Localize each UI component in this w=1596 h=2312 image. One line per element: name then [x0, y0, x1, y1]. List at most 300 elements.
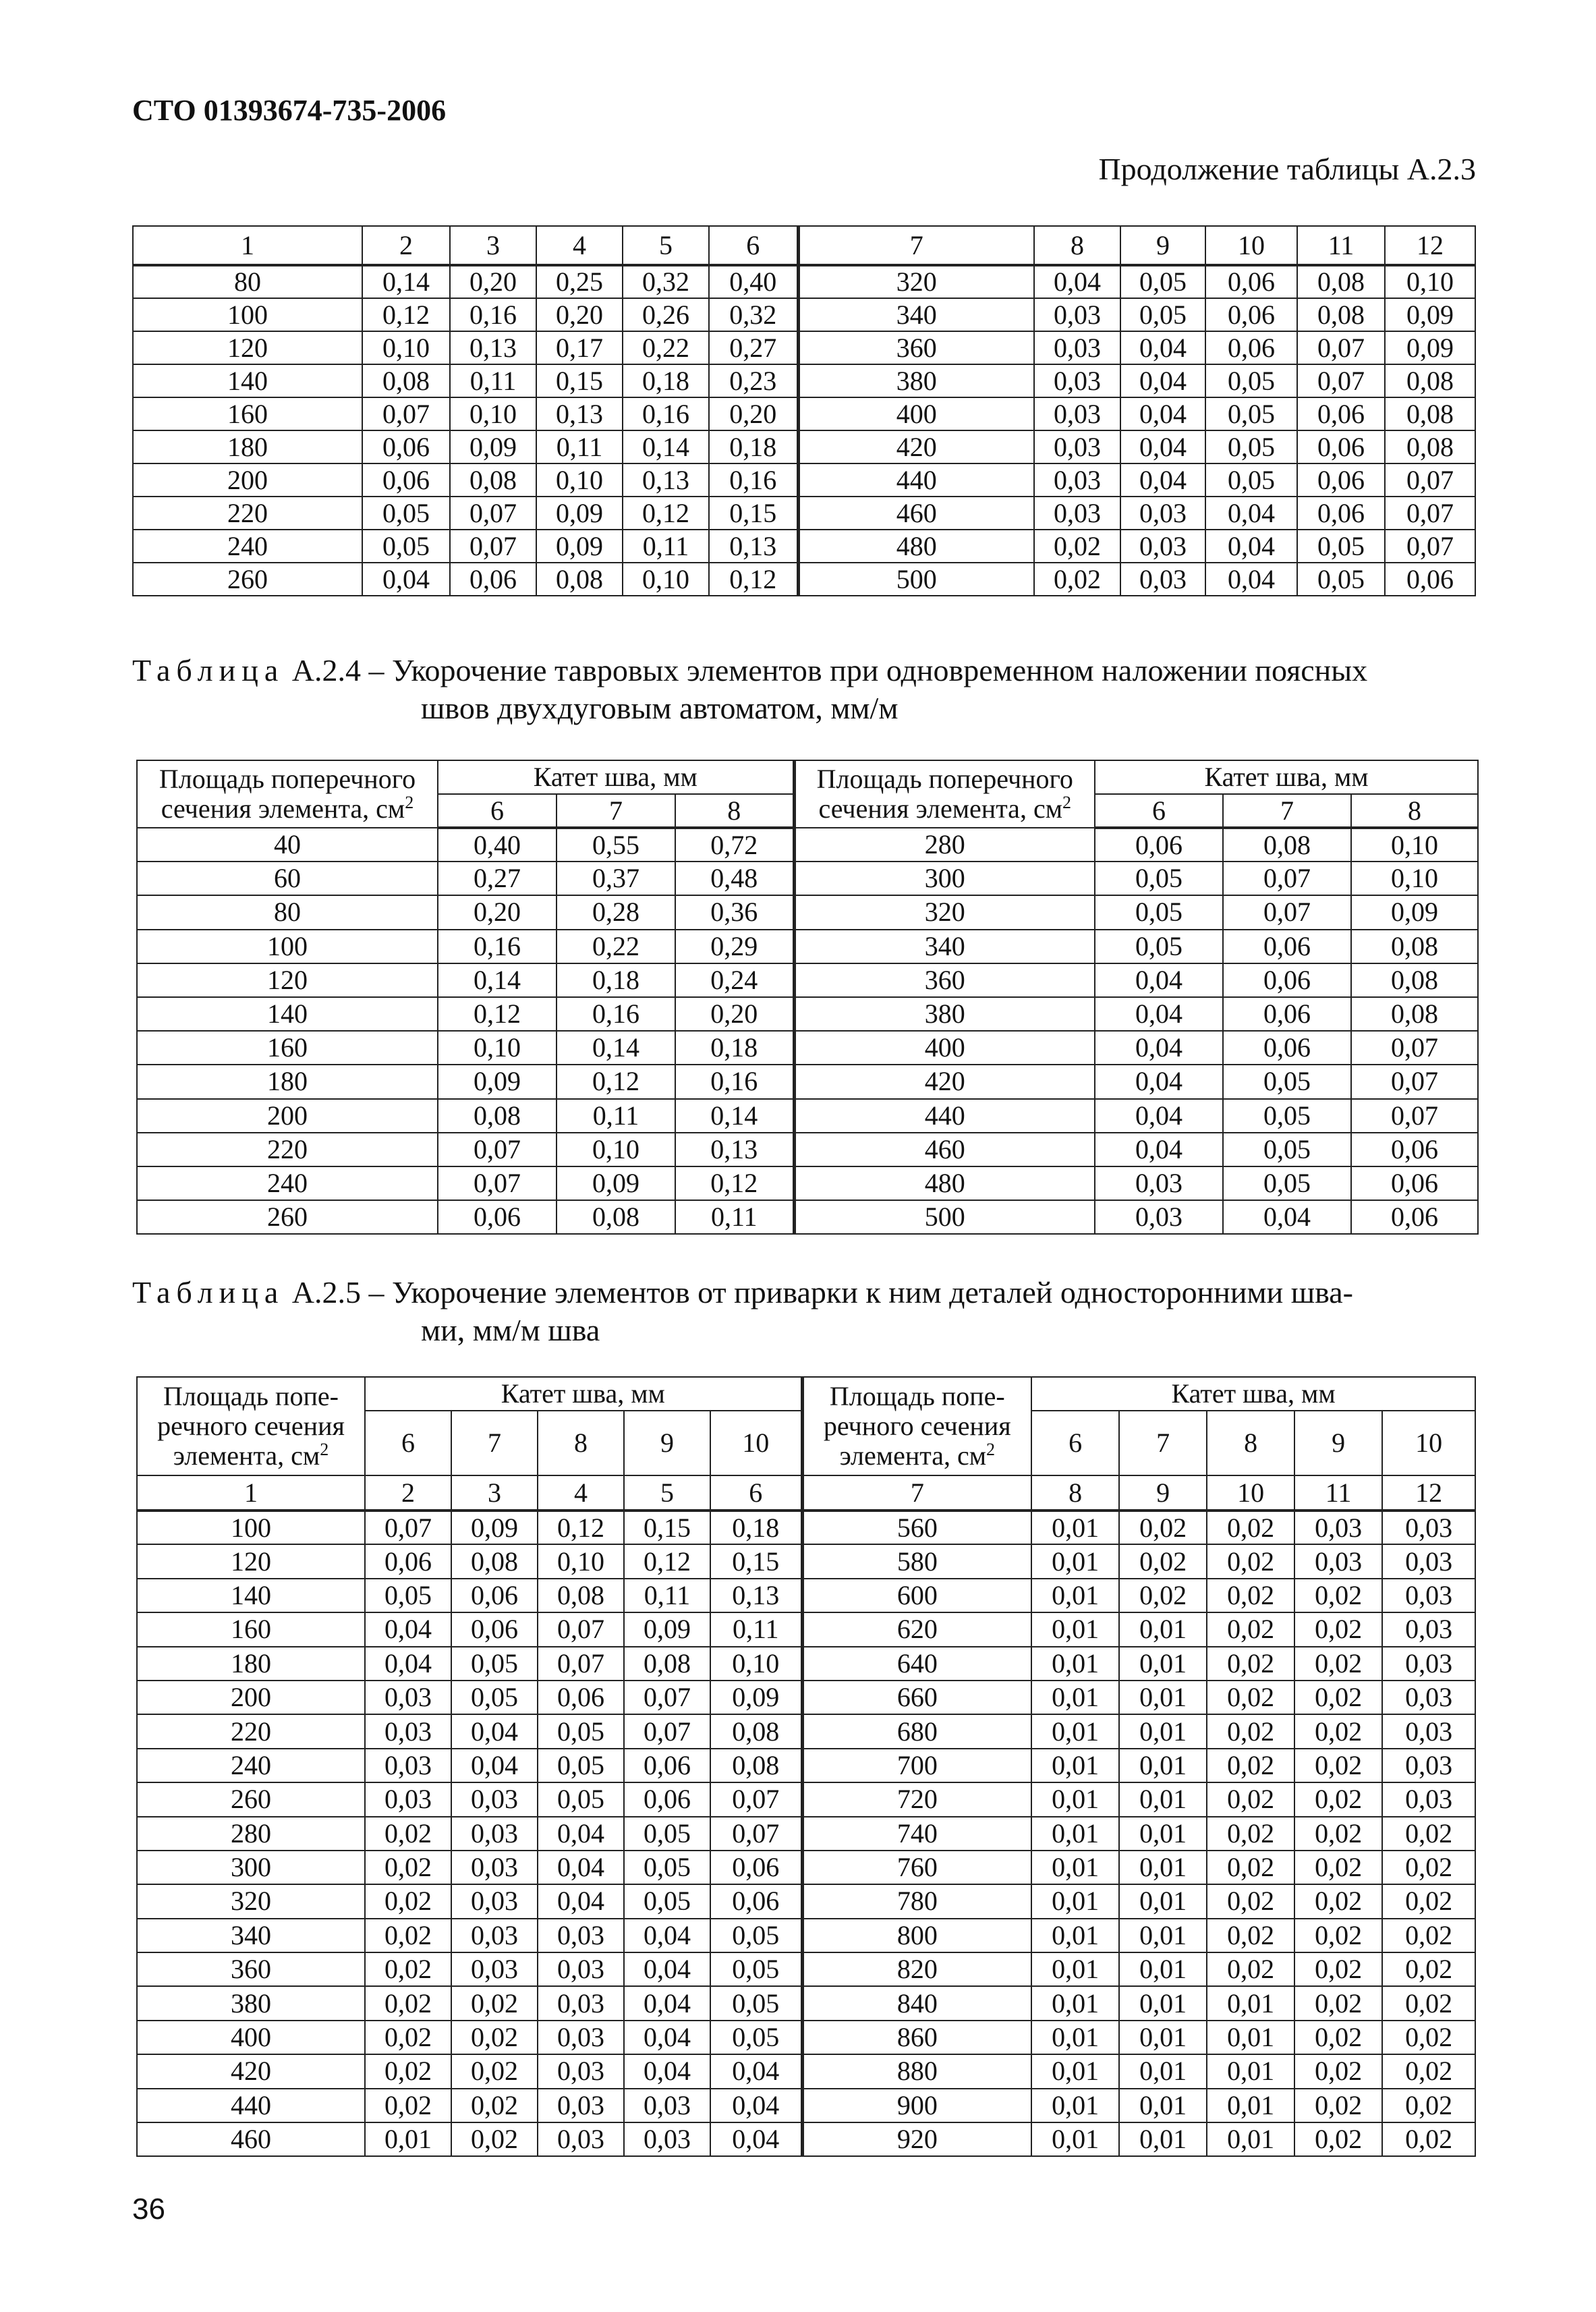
table-row: [133, 364, 1475, 397]
table-cell: 0,04: [1120, 430, 1205, 463]
table-cell: 0,11: [675, 1200, 794, 1234]
table-cell: 0,04: [365, 1612, 451, 1646]
table-cell: 0,04: [362, 563, 450, 596]
leg-size-cell: 6: [1095, 794, 1223, 828]
table-cell: 0,36: [675, 895, 794, 929]
table-cell: 0,18: [709, 430, 798, 463]
table-cell: 760: [802, 1851, 1031, 1884]
header-row: [137, 1377, 1475, 1411]
table-cell: 0,04: [1120, 463, 1205, 497]
table-cell: 400: [137, 2021, 365, 2054]
table-cell: 280: [794, 828, 1095, 862]
table-cell: 0,08: [624, 1647, 710, 1681]
table-cell: 0,04: [1205, 497, 1297, 530]
table-cell: 0,04: [1095, 1099, 1223, 1133]
table-cell: 900: [802, 2089, 1031, 2122]
table-cell: 0,10: [1351, 828, 1478, 862]
table-cell: 0,04: [710, 2089, 802, 2122]
table-cell: 0,11: [624, 1579, 710, 1612]
column-number-cell: 1: [137, 1475, 365, 1511]
area-header-exponent: 2: [320, 1440, 329, 1459]
table-cell: 0,55: [557, 828, 675, 862]
table-row: [133, 563, 1475, 596]
table-cell: 0,01: [1031, 1544, 1119, 1578]
table-cell: 0,01: [1031, 2054, 1119, 2088]
table-cell: 500: [794, 1200, 1095, 1234]
table-cell: 0,08: [451, 1544, 538, 1578]
column-number-cell: 10: [1205, 226, 1297, 265]
table-cell: 0,05: [1205, 463, 1297, 497]
table-cell: 0,03: [624, 2122, 710, 2156]
caption-text: А.2.5 – Укорочение элементов от приварки к ним деталей односторонними шва-: [284, 1275, 1353, 1309]
area-header-exponent: 2: [986, 1440, 996, 1459]
table-cell: 0,02: [1207, 1647, 1294, 1681]
table-row: [137, 1952, 1475, 1986]
table-cell: 0,01: [1031, 1579, 1119, 1612]
table-cell: 0,05: [710, 1986, 802, 2020]
table-cell: 0,07: [1385, 530, 1475, 563]
table-cell: 0,02: [365, 1851, 451, 1884]
table-cell: 0,02: [1382, 1851, 1475, 1884]
table-cell: 780: [802, 1884, 1031, 1918]
table-cell: 0,06: [624, 1749, 710, 1782]
table-cell: 0,07: [1351, 1065, 1478, 1098]
column-number-cell: 1: [133, 226, 362, 265]
table-cell: 0,04: [624, 1919, 710, 1952]
table-cell: 0,02: [365, 2089, 451, 2122]
table-cell: 0,08: [1351, 997, 1478, 1031]
table-cell: 180: [137, 1647, 365, 1681]
table-cell: 0,06: [1223, 930, 1351, 963]
table-row: [137, 1511, 1475, 1544]
table-cell: 120: [133, 331, 362, 364]
table-cell: 460: [794, 1133, 1095, 1166]
table-cell: 0,06: [1205, 298, 1297, 331]
table-cell: 0,09: [450, 430, 536, 463]
table-cell: 0,05: [538, 1714, 624, 1748]
table-cell: 0,03: [538, 1952, 624, 1986]
table-cell: 0,05: [1095, 895, 1223, 929]
table-cell: 440: [137, 2089, 365, 2122]
table-cell: 0,04: [365, 1647, 451, 1681]
table-cell: 0,14: [362, 265, 450, 298]
table-cell: 0,03: [1382, 1579, 1475, 1612]
table-cell: 100: [133, 298, 362, 331]
table-cell: 0,02: [1382, 2122, 1475, 2156]
table-cell: 0,02: [1294, 2122, 1382, 2156]
table-cell: 0,13: [709, 530, 798, 563]
table-cell: 0,02: [1207, 1782, 1294, 1816]
table-cell: 0,02: [365, 1817, 451, 1851]
table-cell: 0,07: [362, 397, 450, 430]
table-row: [137, 1031, 1478, 1065]
area-header-text: Площадь попе-речного сечения элемента, см: [157, 1381, 345, 1471]
caption-text: А.2.4 – Укорочение тавровых элементов при одновременном наложении поясных: [284, 653, 1368, 687]
table-cell: 200: [133, 463, 362, 497]
table-cell: 0,13: [450, 331, 536, 364]
table-cell: 0,02: [1207, 1851, 1294, 1884]
table-cell: 0,01: [1119, 2122, 1207, 2156]
table-cell: 280: [137, 1817, 365, 1851]
table-cell: 0,01: [1031, 1851, 1119, 1884]
leg-size-cell: 8: [675, 794, 794, 828]
table-cell: 740: [802, 1817, 1031, 1851]
table-cell: 0,12: [675, 1166, 794, 1200]
table-cell: 0,03: [1382, 1612, 1475, 1646]
table-cell: 0,02: [451, 2089, 538, 2122]
table-cell: 0,11: [623, 530, 709, 563]
table-cell: 0,16: [675, 1065, 794, 1098]
table-cell: 0,05: [451, 1681, 538, 1714]
leg-size-cell: 7: [451, 1411, 538, 1475]
table-row: [137, 828, 1478, 862]
table-cell: 0,06: [451, 1579, 538, 1612]
table-cell: 0,06: [1223, 997, 1351, 1031]
table-cell: 0,03: [1120, 497, 1205, 530]
table-cell: 0,02: [451, 1986, 538, 2020]
leg-size-cell: 8: [538, 1411, 624, 1475]
table-cell: 0,01: [1031, 1749, 1119, 1782]
table-row: [133, 298, 1475, 331]
table-cell: 0,04: [1095, 1133, 1223, 1166]
table-cell: 0,14: [675, 1099, 794, 1133]
table-cell: 860: [802, 2021, 1031, 2054]
table-row: [133, 265, 1475, 298]
table-cell: 0,02: [1207, 1612, 1294, 1646]
table-cell: 0,32: [623, 265, 709, 298]
table-cell: 0,03: [1034, 331, 1120, 364]
table-cell: 80: [133, 265, 362, 298]
table-cell: 0,05: [1223, 1166, 1351, 1200]
table-cell: 0,12: [362, 298, 450, 331]
table-cell: 0,05: [1223, 1133, 1351, 1166]
table-cell: 0,08: [1297, 298, 1385, 331]
column-number-cell: 8: [1034, 226, 1120, 265]
table-cell: 0,02: [1119, 1544, 1207, 1578]
table-cell: 0,05: [451, 1647, 538, 1681]
table-cell: 0,01: [1031, 1919, 1119, 1952]
table-cell: 0,08: [1351, 963, 1478, 997]
table-cell: 380: [137, 1986, 365, 2020]
table-row: [137, 1065, 1478, 1098]
table-cell: 300: [137, 1851, 365, 1884]
table-cell: 0,02: [1294, 1681, 1382, 1714]
table-cell: 0,03: [365, 1782, 451, 1816]
table-cell: 0,04: [538, 1817, 624, 1851]
table-cell: 0,03: [365, 1681, 451, 1714]
table-cell: 0,03: [1120, 530, 1205, 563]
table-cell: 0,09: [438, 1065, 557, 1098]
table-cell: 0,05: [362, 497, 450, 530]
area-header-cell: [137, 1377, 365, 1475]
table-row: [137, 1200, 1478, 1234]
table-cell: 460: [137, 2122, 365, 2156]
column-number-cell: 11: [1297, 226, 1385, 265]
table-cell: 0,05: [624, 1884, 710, 1918]
table-cell: 0,03: [1294, 1511, 1382, 1544]
leg-size-cell: 7: [1119, 1411, 1207, 1475]
table-cell: 100: [137, 930, 438, 963]
table-cell: 0,23: [709, 364, 798, 397]
table-cell: 0,11: [710, 1612, 802, 1646]
table-row: [137, 997, 1478, 1031]
table-cell: 140: [137, 1579, 365, 1612]
table-row: [137, 1681, 1475, 1714]
caption-prefix: Таблица: [132, 1275, 285, 1309]
table-cell: 0,04: [624, 1952, 710, 1986]
table-row: [133, 497, 1475, 530]
table-cell: 0,01: [1119, 1817, 1207, 1851]
table-row: [137, 862, 1478, 895]
table-cell: 0,20: [536, 298, 623, 331]
table-cell: 0,01: [1031, 1647, 1119, 1681]
column-number-cell: 9: [1120, 226, 1205, 265]
table-cell: 0,07: [450, 497, 536, 530]
table-cell: 0,06: [1297, 430, 1385, 463]
table-cell: 0,04: [1095, 1031, 1223, 1065]
table-cell: 0,08: [710, 1714, 802, 1748]
table-cell: 0,37: [557, 862, 675, 895]
table-cell: 0,05: [624, 1851, 710, 1884]
table-row: [137, 1919, 1475, 1952]
table-cell: 0,09: [1385, 331, 1475, 364]
table-cell: 480: [798, 530, 1034, 563]
table-cell: 0,07: [1351, 1031, 1478, 1065]
table-cell: 0,11: [450, 364, 536, 397]
table-cell: 0,40: [438, 828, 557, 862]
table-cell: 0,12: [624, 1544, 710, 1578]
table-cell: 0,10: [538, 1544, 624, 1578]
leg-size-cell: 6: [438, 794, 557, 828]
table-cell: 0,02: [451, 2054, 538, 2088]
leg-header-cell: Катет шва, мм: [365, 1377, 802, 1411]
table-cell: 0,06: [1297, 463, 1385, 497]
table-cell: 920: [802, 2122, 1031, 2156]
table-cell: 0,20: [709, 397, 798, 430]
table-cell: 0,13: [536, 397, 623, 430]
table-cell: 0,12: [557, 1065, 675, 1098]
table-cell: 0,02: [1382, 1986, 1475, 2020]
table-row: [137, 1782, 1475, 1816]
table-cell: 0,05: [538, 1782, 624, 1816]
table-cell: 0,14: [623, 430, 709, 463]
table-cell: 0,03: [365, 1714, 451, 1748]
table-cell: 0,28: [557, 895, 675, 929]
table-cell: 0,01: [1119, 1952, 1207, 1986]
caption-line2: ми, мм/м шва: [421, 1313, 600, 1347]
table-cell: 0,05: [710, 2021, 802, 2054]
table-cell: 0,05: [538, 1749, 624, 1782]
table-cell: 200: [137, 1099, 438, 1133]
table-cell: 0,01: [1031, 1511, 1119, 1544]
table-cell: 0,03: [1034, 497, 1120, 530]
table-cell: 0,07: [1385, 497, 1475, 530]
table-cell: 880: [802, 2054, 1031, 2088]
table-cell: 0,03: [538, 2089, 624, 2122]
table-cell: 0,06: [624, 1782, 710, 1816]
table-cell: 0,02: [1382, 2054, 1475, 2088]
table-row: [137, 2054, 1475, 2088]
column-number-cell: 6: [710, 1475, 802, 1511]
table-cell: 0,02: [1207, 1681, 1294, 1714]
area-header-cell: [137, 760, 438, 828]
table-cell: 120: [137, 1544, 365, 1578]
table-row: [137, 1166, 1478, 1200]
leg-size-cell: 10: [1382, 1411, 1475, 1475]
table-cell: 0,05: [1095, 862, 1223, 895]
table-cell: 0,26: [623, 298, 709, 331]
table-cell: 0,03: [1095, 1166, 1223, 1200]
table-cell: 0,10: [450, 397, 536, 430]
table-cell: 0,06: [1205, 331, 1297, 364]
table-cell: 0,03: [451, 1817, 538, 1851]
table-cell: 0,07: [1385, 463, 1475, 497]
table-cell: 380: [794, 997, 1095, 1031]
table-cell: 0,02: [1294, 1986, 1382, 2020]
table-cell: 0,02: [1034, 563, 1120, 596]
area-header-text: Площадь попе-речного сечения элемента, см: [823, 1381, 1011, 1471]
column-number-cell: 5: [623, 226, 709, 265]
table-cell: 320: [137, 1884, 365, 1918]
table-cell: 0,02: [1294, 2021, 1382, 2054]
table-cell: 0,05: [1297, 530, 1385, 563]
table-row: [137, 1851, 1475, 1884]
table-cell: 0,05: [1205, 397, 1297, 430]
table-cell: 300: [794, 862, 1095, 895]
table-cell: 0,07: [710, 1817, 802, 1851]
table-cell: 0,72: [675, 828, 794, 862]
area-header-text: Площадь поперечного сечения элемента, см: [159, 764, 416, 824]
table-cell: 0,20: [675, 997, 794, 1031]
table-cell: 0,15: [709, 497, 798, 530]
table-cell: 0,01: [1119, 2089, 1207, 2122]
table-cell: 0,08: [710, 1749, 802, 1782]
column-number-cell: 10: [1207, 1475, 1294, 1511]
table-cell: 0,06: [451, 1612, 538, 1646]
table-cell: 0,03: [1120, 563, 1205, 596]
table-cell: 0,06: [362, 430, 450, 463]
table-cell: 0,18: [675, 1031, 794, 1065]
table-cell: 180: [133, 430, 362, 463]
table-cell: 0,04: [1120, 364, 1205, 397]
table-cell: 260: [137, 1782, 365, 1816]
table-cell: 0,04: [1095, 1065, 1223, 1098]
table-cell: 0,13: [710, 1579, 802, 1612]
table-cell: 0,03: [1382, 1681, 1475, 1714]
table-cell: 0,07: [1223, 862, 1351, 895]
table-cell: 0,06: [1223, 1031, 1351, 1065]
table-cell: 0,07: [365, 1511, 451, 1544]
table-cell: 0,10: [1351, 862, 1478, 895]
table-cell: 0,02: [1207, 1511, 1294, 1544]
column-number-cell: 4: [536, 226, 623, 265]
table-cell: 0,04: [1095, 963, 1223, 997]
table-cell: 0,03: [1382, 1749, 1475, 1782]
table-cell: 0,13: [623, 463, 709, 497]
table-cell: 0,10: [438, 1031, 557, 1065]
table-cell: 0,06: [1205, 265, 1297, 298]
leg-header-cell: Катет шва, мм: [1095, 760, 1478, 794]
table-cell: 0,09: [1351, 895, 1478, 929]
table-row: [137, 963, 1478, 997]
column-number-cell: 6: [709, 226, 798, 265]
table-cell: 0,08: [557, 1200, 675, 1234]
table-cell: 0,09: [624, 1612, 710, 1646]
table-cell: 0,08: [1385, 430, 1475, 463]
table-cell: 0,01: [365, 2122, 451, 2156]
table-cell: 0,17: [536, 331, 623, 364]
table-cell: 0,18: [710, 1511, 802, 1544]
table-cell: 0,01: [1119, 1681, 1207, 1714]
table-cell: 160: [133, 397, 362, 430]
table-cell: 0,04: [1120, 397, 1205, 430]
leg-size-cell: 9: [1294, 1411, 1382, 1475]
table-row: [137, 1099, 1478, 1133]
table-row: [133, 530, 1475, 563]
table-cell: 0,04: [624, 2054, 710, 2088]
table-cell: 0,07: [710, 1782, 802, 1816]
table-cell: 0,12: [438, 997, 557, 1031]
table-cell: 0,01: [1119, 2054, 1207, 2088]
table-cell: 0,04: [624, 2021, 710, 2054]
table-cell: 0,02: [365, 2021, 451, 2054]
table-cell: 0,02: [1294, 1817, 1382, 1851]
table-cell: 340: [137, 1919, 365, 1952]
table-row: [133, 463, 1475, 497]
table-cell: 320: [798, 265, 1034, 298]
column-number-cell: 7: [802, 1475, 1031, 1511]
table-cell: 0,02: [365, 1884, 451, 1918]
table-cell: 0,12: [709, 563, 798, 596]
table-cell: 0,01: [1031, 2122, 1119, 2156]
table-cell: 0,02: [1382, 1817, 1475, 1851]
table-cell: 660: [802, 1681, 1031, 1714]
table-cell: 0,02: [365, 2054, 451, 2088]
table-cell: 0,08: [450, 463, 536, 497]
table-cell: 0,02: [1207, 1714, 1294, 1748]
table-cell: 160: [137, 1612, 365, 1646]
table-a25: [136, 1376, 1476, 2157]
table-cell: 0,05: [365, 1579, 451, 1612]
table-cell: 0,07: [1351, 1099, 1478, 1133]
table-cell: 0,20: [438, 895, 557, 929]
table-cell: 0,02: [1382, 1952, 1475, 1986]
table-row: [133, 331, 1475, 364]
table-cell: 0,10: [536, 463, 623, 497]
table-cell: 0,02: [1294, 1612, 1382, 1646]
table-cell: 0,05: [362, 530, 450, 563]
table-continuation-label: Продолжение таблицы А.2.3: [1098, 152, 1476, 186]
table-cell: 500: [798, 563, 1034, 596]
area-header-text: Площадь поперечного сечения элемента, см: [816, 764, 1073, 824]
table-cell: 0,03: [1034, 397, 1120, 430]
table-cell: 400: [798, 397, 1034, 430]
table-cell: 0,03: [1294, 1544, 1382, 1578]
column-number-cell: 12: [1382, 1475, 1475, 1511]
table-cell: 0,03: [1382, 1647, 1475, 1681]
table-cell: 0,03: [365, 1749, 451, 1782]
table-cell: 0,03: [1034, 430, 1120, 463]
table-cell: 0,02: [1294, 1714, 1382, 1748]
table-cell: 0,08: [538, 1579, 624, 1612]
table-cell: 0,01: [1031, 2089, 1119, 2122]
table-cell: 0,04: [624, 1986, 710, 2020]
table-cell: 200: [137, 1681, 365, 1714]
table-cell: 0,02: [365, 1952, 451, 1986]
table-cell: 0,08: [536, 563, 623, 596]
table-row: [137, 2021, 1475, 2054]
table-cell: 0,05: [710, 1919, 802, 1952]
